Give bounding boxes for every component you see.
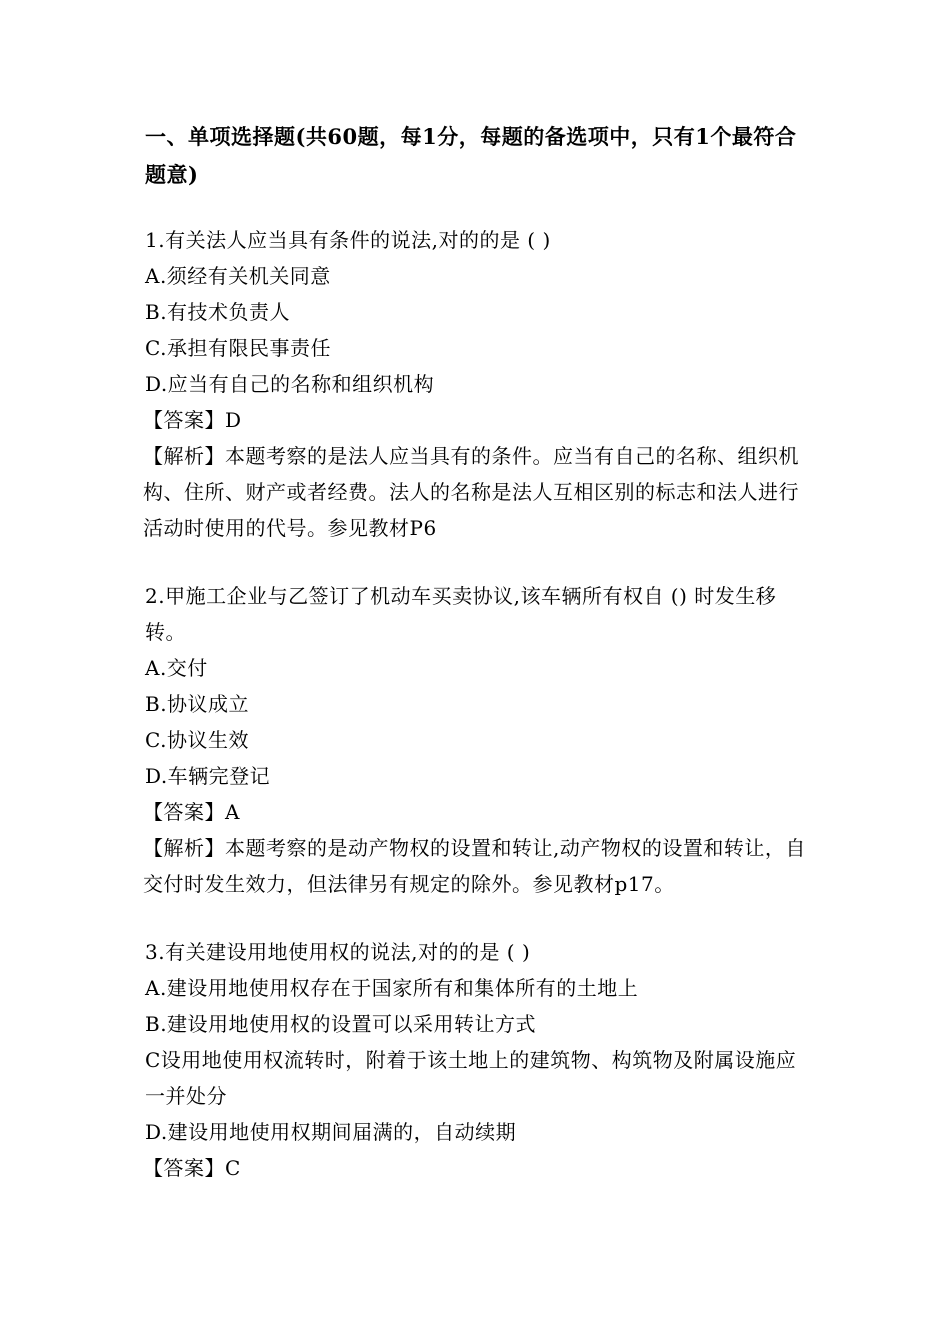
option-c: C.承担有限民事责任 bbox=[145, 336, 331, 360]
option-a: A.须经有关机关同意 bbox=[145, 264, 331, 288]
answer: 【答案】A bbox=[143, 800, 240, 824]
option-b: B.协议成立 bbox=[145, 692, 250, 716]
answer: 【答案】D bbox=[143, 408, 242, 432]
option-b: B.建设用地使用权的设置可以采用转让方式 bbox=[145, 1012, 537, 1036]
question-stem: 2.甲施工企业与乙签订了机动车买卖协议,该车辆所有权自 () 时发生移转。 bbox=[145, 584, 777, 644]
option-d: D.建设用地使用权期间届满的，自动续期 bbox=[145, 1120, 517, 1144]
question-3 bbox=[145, 934, 815, 1186]
analysis: 【解析】本题考察的是动产物权的设置和转让,动产物权的设置和转让，自交付时发生效力，但法律另有规定的除外。参见教材p17。 bbox=[143, 836, 806, 896]
option-a: A.交付 bbox=[145, 656, 208, 680]
option-d: D.应当有自己的名称和组织机构 bbox=[145, 372, 435, 396]
question-1 bbox=[145, 222, 815, 546]
option-b: B.有技术负责人 bbox=[145, 300, 291, 324]
document-page bbox=[145, 118, 815, 1218]
analysis: 【解析】本题考察的是法人应当具有的条件。应当有自己的名称、组织机构、住所、财产或者经费。法人的名称是法人互相区别的标志和法人进行活动时使用的代号。参见教材P6 bbox=[143, 444, 799, 540]
option-d: D.车辆完登记 bbox=[145, 764, 271, 788]
option-c: C设用地使用权流转时，附着于该土地上的建筑物、构筑物及附属设施应一并处分 bbox=[145, 1048, 797, 1108]
option-a: A.建设用地使用权存在于国家所有和集体所有的土地上 bbox=[145, 976, 639, 1000]
answer: 【答案】C bbox=[143, 1156, 241, 1180]
question-stem: 1.有关法人应当具有条件的说法,对的的是 ( ) bbox=[145, 228, 551, 252]
section-title: 一、单项选择题(共60题，每1分，每题的备选项中，只有1个最符合题意) bbox=[145, 124, 797, 187]
question-2 bbox=[145, 578, 815, 902]
option-c: C.协议生效 bbox=[145, 728, 249, 752]
question-stem: 3.有关建设用地使用权的说法,对的的是 ( ) bbox=[145, 940, 531, 964]
